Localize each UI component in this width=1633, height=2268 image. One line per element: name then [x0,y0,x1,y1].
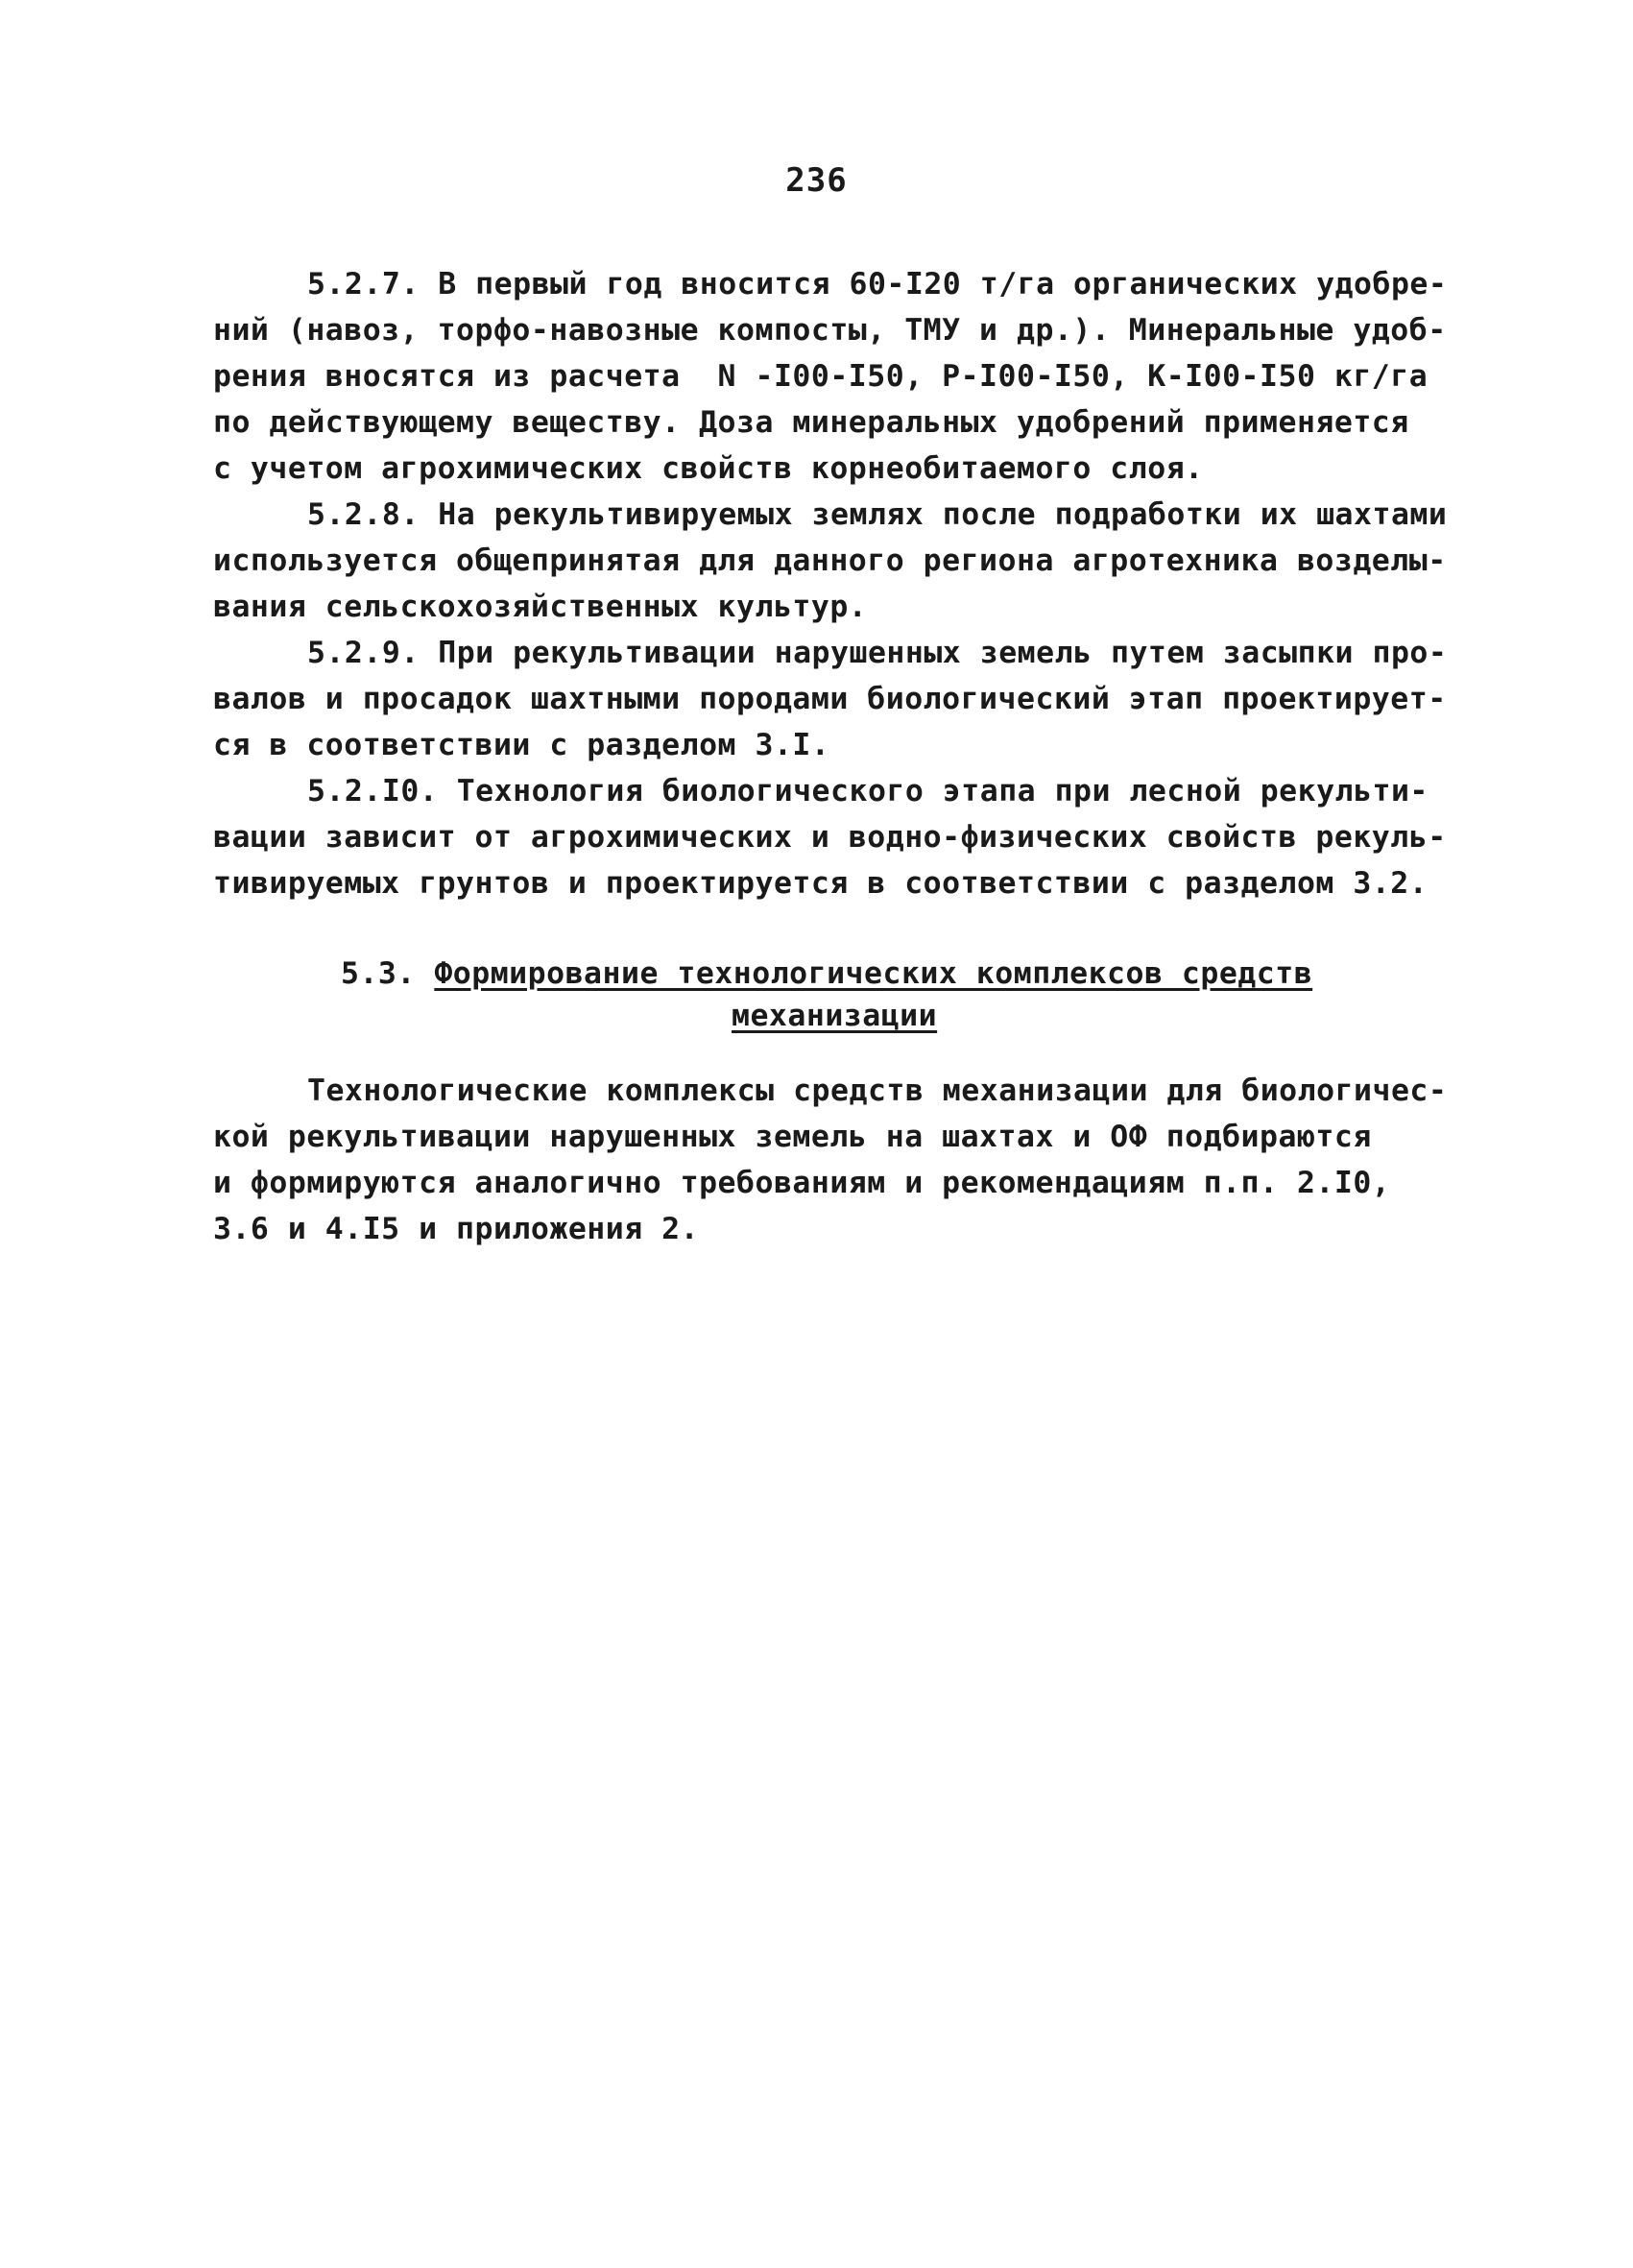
paragraph-line: тивируемых грунтов и проектируется в соответствии с разделом 3.2. [213,866,1429,901]
paragraph-line: с учетом агрохимических свойств корнеобитаемого слоя. [213,451,1204,486]
paragraph-line: ний (навоз, торфо-навозные компосты, ТМУ и др.). Минеральные удоб- [213,313,1447,348]
paragraph-5-3 [213,1068,1448,1252]
paragraph-line: 5.2.I0. Технология биологического этапа при лесной рекульти- [307,774,1429,808]
paragraph-line: рения вносятся из расчета N -I00-I50, Р-I00-I50, К-I00-I50 кг/га [213,359,1429,394]
paragraph-line: Технологические комплексы средств механизации для биологичес- [307,1074,1448,1108]
paragraph-line: 5.2.8. На рекультивируемых землях после подработки их шахтами [307,497,1448,532]
paragraph-line: вации зависит от агрохимических и водно-физических свойств рекуль- [213,820,1447,855]
paragraph-line: 5.2.9. При рекультивации нарушенных земель путем засыпки про- [307,636,1448,670]
heading-line-2 [0,995,1633,1037]
heading-line-1 [0,953,1633,995]
paragraph-5-2-9 [213,630,1448,768]
section-number: 5.3. [341,956,416,991]
section-title-part-2: механизации [732,999,938,1033]
paragraph-5-2-7 [213,261,1448,492]
paragraph-5-2-10 [213,768,1447,906]
page-number: 236 [785,161,848,200]
paragraph-line: ся в соответствии с разделом 3.I. [213,728,830,762]
paragraph-5-2-8 [213,492,1448,630]
paragraph-line: кой рекультивации нарушенных земель на шахтах и ОФ подбираются [213,1120,1372,1154]
paragraph-line: и формируются аналогично требованиям и рекомендациям п.п. 2.I0, [213,1166,1391,1200]
paragraph-line: вания сельскохозяйственных культур. [213,590,868,624]
paragraph-line: 5.2.7. В первый год вносится 60-I20 т/га органических удобре- [307,267,1448,302]
paragraph-line: по действующему веществу. Доза минеральных удобрений применяется [213,405,1409,440]
section-title-part-1: Формирование технологических комплексов средств [434,956,1313,991]
paragraph-line: используется общепринятая для данного региона агротехника возделы- [213,543,1447,578]
paragraph-line: валов и просадок шахтными породами биологический этап проектирует- [213,682,1447,716]
paragraph-line: 3.6 и 4.I5 и приложения 2. [213,1212,700,1246]
section-heading-5-3 [0,953,1633,1037]
